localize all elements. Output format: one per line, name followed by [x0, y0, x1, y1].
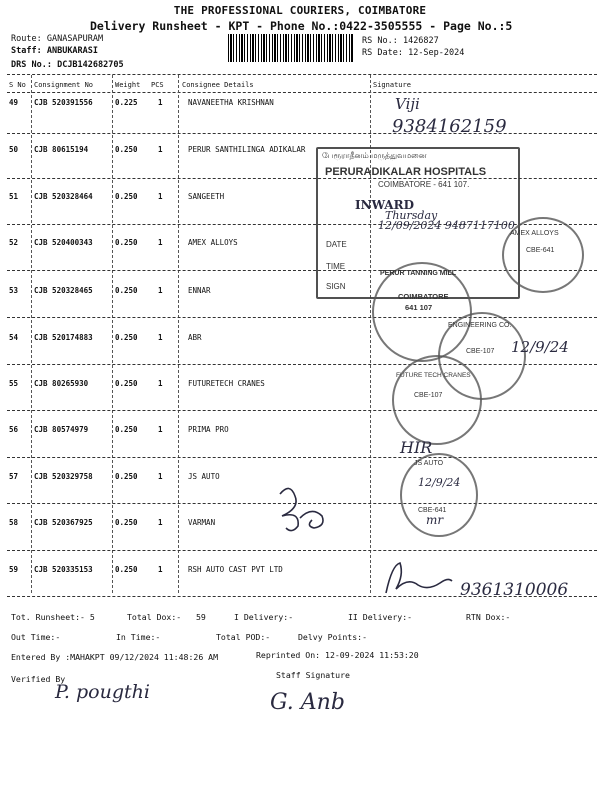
row-pcs: 1 [158, 472, 163, 481]
col-header-weight: Weight [115, 81, 141, 89]
handwritten-inward: INWARD [355, 198, 414, 212]
stamp-date-label: DATE [326, 240, 347, 249]
row-sno: 58 [9, 518, 19, 527]
total-doxs-value: 59 [196, 612, 206, 622]
row-consignment: CJB 520391556 [34, 98, 93, 107]
header-rule [7, 92, 597, 93]
row-consignment: CJB 520328465 [34, 286, 93, 295]
stamp-futuretech: FUTURE TECH CRANES [396, 372, 471, 379]
signature-scribble [378, 555, 458, 600]
row-pcs: 1 [158, 98, 163, 107]
row-consignee: VARMAN [188, 518, 216, 527]
row-consignee: NAVANEETHA KRISHNAN [188, 98, 274, 107]
rs-date-label: RS Date: [362, 48, 403, 58]
entered-by: Entered By :MAHAKPT 09/12/2024 11:48:26 AM [11, 652, 219, 662]
row-consignment: CJB 80265930 [34, 379, 89, 388]
row-pcs: 1 [158, 238, 163, 247]
row-rule [7, 457, 597, 458]
row-consignment: CJB 520400343 [34, 238, 93, 247]
handwritten-phone-59: 9361310006 [460, 580, 569, 600]
col-divider [178, 75, 179, 593]
stamp-tanning-mill: PERUR TANNING MILL [380, 270, 457, 277]
row-sno: 52 [9, 238, 19, 247]
row-consignee: PERUR SANTHILINGA ADIKALAR [188, 145, 306, 154]
row-consignee: ABR [188, 333, 202, 342]
row-rule [7, 317, 597, 318]
route-label: Route: [11, 34, 42, 44]
stamp-hospital-name: PERURADIKALAR HOSPITALS [325, 166, 487, 178]
row-consignee: FUTURETECH CRANES [188, 379, 265, 388]
handwritten-phone: 9384162159 [392, 116, 507, 137]
row-consignee: JS AUTO [188, 472, 220, 481]
row-sno: 49 [9, 98, 19, 107]
row-pcs: 1 [158, 333, 163, 342]
row-pcs: 1 [158, 379, 163, 388]
col-header-consignment: Consignment No [34, 81, 94, 89]
out-time: Out Time:- [11, 632, 61, 642]
col-header-signature: Signature [373, 81, 411, 89]
row-weight: 0.250 [115, 145, 138, 154]
row-weight: 0.250 [115, 425, 138, 434]
row-sno: 53 [9, 286, 19, 295]
row-pcs: 1 [158, 565, 163, 574]
stamp-amex-code: CBE-641 [526, 247, 555, 254]
rtn-doxs: RTN Dox:- [466, 612, 511, 622]
row-consignment: CJB 520328464 [34, 192, 93, 201]
row-sno: 59 [9, 565, 19, 574]
stamp-jsauto: JS AUTO [414, 460, 444, 467]
row-consignee: ENNAR [188, 286, 211, 295]
stamp-amex: AMEX ALLOYS [510, 230, 559, 237]
signature-scribble [270, 476, 340, 536]
route-value: GANASAPURAM [46, 34, 104, 44]
stamp-jsauto-code: CBE-641 [418, 507, 447, 514]
row-rule [7, 550, 597, 551]
verified-signature: P. pougthi [55, 681, 150, 703]
staff-value: ANBUKARASI [46, 46, 99, 56]
row-consignee: RSH AUTO CAST PVT LTD [188, 565, 283, 574]
row-pcs: 1 [158, 286, 163, 295]
verified-by-label: Verified By [11, 674, 66, 684]
delvy-points: Delvy Points:- [298, 632, 368, 642]
rs-no-value: 1426827 [402, 36, 439, 46]
runsheet-subtitle: Delivery Runsheet - KPT - Phone No.:0422-3505555 - Page No.:5 [90, 19, 513, 33]
staff-label: Staff: [11, 46, 42, 56]
i-delivery: I Delivery:- [234, 612, 294, 622]
row-pcs: 1 [158, 145, 163, 154]
total-doxs-label: Total Dox:- [127, 612, 182, 622]
in-time: In Time:- [116, 632, 161, 642]
row-weight: 0.250 [115, 518, 138, 527]
drs-label: DRS No.: [11, 60, 52, 70]
rs-date-line [362, 48, 464, 58]
barcode [228, 34, 353, 62]
stamp-futuretech-code: CBE-107 [414, 392, 443, 399]
rs-date-value: 12-Sep-2024 [408, 48, 465, 58]
row-consignee: PRIMA PRO [188, 425, 229, 434]
handwritten-hir: HIR [400, 438, 433, 457]
row-weight: 0.250 [115, 333, 138, 342]
row-sno: 50 [9, 145, 19, 154]
stamp-tanning-pin: 641 107 [405, 303, 433, 312]
staff-signature-label: Staff Signature [276, 670, 350, 680]
route-line [11, 34, 103, 44]
row-consignment: CJB 520367925 [34, 518, 93, 527]
stamp-tanning-city: COIMBATORE [398, 292, 449, 301]
staff-line [11, 46, 98, 56]
row-consignee: SANGEETH [188, 192, 225, 201]
staff-signature: G. Anb [270, 690, 345, 715]
row-consignment: CJB 520329758 [34, 472, 93, 481]
row-sno: 57 [9, 472, 19, 481]
row-consignment: CJB 80574979 [34, 425, 89, 434]
handwritten-mr: mr [426, 513, 444, 527]
row-consignee: AMEX ALLOYS [188, 238, 238, 247]
stamp-engineering: ENGINEERING CO. [448, 322, 512, 329]
row-weight: 0.250 [115, 379, 138, 388]
stamp-engineering-code: CBE-107 [466, 348, 495, 355]
handwritten-day: Thursday [385, 209, 438, 222]
row-weight: 0.250 [115, 238, 138, 247]
handwritten-date-phone: 12/09/2024 9487117100 [378, 219, 515, 232]
rs-no-line [362, 36, 439, 46]
row-sno: 56 [9, 425, 19, 434]
ii-delivery: II Delivery:- [348, 612, 413, 622]
row-consignment: CJB 80615194 [34, 145, 89, 154]
row-sno: 55 [9, 379, 19, 388]
row-weight: 0.250 [115, 472, 138, 481]
row-pcs: 1 [158, 192, 163, 201]
row-consignment: CJB 520335153 [34, 565, 93, 574]
rs-no-label: RS No.: [362, 36, 398, 46]
row-sno: 54 [9, 333, 19, 342]
row-weight: 0.250 [115, 286, 138, 295]
stamp-time-label: TIME [326, 262, 346, 271]
handwritten-name: Viji [395, 95, 420, 113]
row-sno: 51 [9, 192, 19, 201]
row-rule [7, 133, 597, 134]
stamp-sign-label: SIGN [326, 282, 346, 291]
total-pod: Total POD:- [216, 632, 271, 642]
col-divider [112, 75, 113, 593]
stamp-hospital-city: COIMBATORE - 641 107. [378, 180, 470, 189]
row-consignment: CJB 520174883 [34, 333, 93, 342]
row-weight: 0.250 [115, 565, 138, 574]
handwritten-date-55: 12/9/24 [511, 338, 569, 356]
company-title: THE PROFESSIONAL COURIERS, COIMBATORE [173, 4, 427, 17]
reprinted-on: Reprinted On: 12-09-2024 11:53:20 [256, 650, 419, 660]
table-top-rule [7, 74, 597, 75]
handwritten-date-57: 12/9/24 [418, 476, 461, 489]
stamp-hospital-tamil: பேரூராதீனம் மருத்துவமனை [322, 151, 427, 160]
futuretech-stamp [392, 355, 482, 445]
col-header-sno: S No [9, 81, 26, 89]
drs-line [11, 60, 124, 70]
col-header-consignee: Consignee Details [182, 81, 254, 89]
drs-value: DCJB142682705 [57, 60, 124, 70]
row-weight: 0.250 [115, 192, 138, 201]
col-divider [31, 75, 32, 593]
row-pcs: 1 [158, 425, 163, 434]
row-weight: 0.225 [115, 98, 138, 107]
col-header-pcs: PCS [151, 81, 164, 89]
row-rule [7, 410, 597, 411]
row-pcs: 1 [158, 518, 163, 527]
tot-runsheet: Tot. Runsheet:- 5 [11, 612, 95, 622]
